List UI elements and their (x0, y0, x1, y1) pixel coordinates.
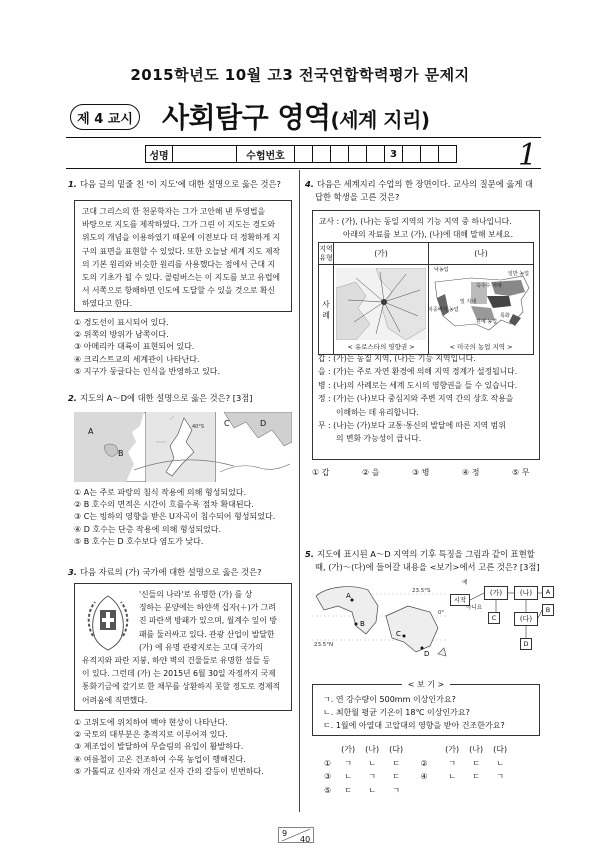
q1-passage-line: 바탕으로 지도를 제작하였다. 그가 그린 이 지도는 경도와 (82, 220, 276, 230)
subject-sub: (세계 지리) (330, 108, 430, 132)
svg-text:A: A (346, 592, 351, 600)
q5-cell: ㄷ (472, 758, 480, 768)
q5-head: (다) (389, 745, 404, 754)
flow-end-a: A (542, 586, 554, 598)
q5-answer-4[interactable]: ④ (420, 772, 428, 781)
name-field[interactable] (173, 145, 237, 163)
q1-text: 다음 글의 밑줄 친 '이 지도'에 대한 설명으로 옳은 것은? (79, 179, 281, 189)
q1-choice-4[interactable]: ④ 크리스트교의 세계관이 나타난다. (74, 354, 200, 364)
q5-cell: ㄷ (392, 772, 400, 781)
q1-choice-5[interactable]: ⑤ 지구가 둥글다는 인식을 반영하고 있다. (74, 366, 221, 376)
coat-of-arms-icon (83, 592, 133, 652)
q1-choice-1[interactable]: ① 경도선이 표시되어 있다. (74, 318, 169, 327)
q5-answer-row (320, 785, 511, 797)
q4-number: 4. (305, 179, 314, 189)
q3-choices (74, 717, 264, 778)
q5-answer-row (320, 771, 511, 783)
subject-main: 사회탐구 영역 (162, 101, 331, 134)
q5-head: (다) (493, 745, 508, 754)
q4-caption-ga: < 유로스타의 영향권 > (347, 343, 415, 351)
exam-no-box[interactable] (295, 145, 313, 163)
q4-map-label: 원예 농업 (476, 319, 497, 325)
q5-text-1: 지도에 표시된 A～D 지역의 기후 특징을 그림과 같이 표현할 (316, 549, 535, 559)
q3-passage-line: 패를 둘러싸고 있다. 관광 산업이 발달한 (139, 629, 275, 639)
q3-passage-line: 징하는 문양에는 하얀색 십자(＋)가 그려 (139, 603, 276, 613)
q5-answer-5[interactable]: ⑤ (324, 785, 332, 795)
q3-stem (68, 566, 296, 579)
column-divider (299, 170, 300, 812)
q5-map (312, 576, 448, 668)
q5-cell: ㄷ (472, 772, 480, 781)
q2-map (74, 412, 292, 482)
q4-answer-1[interactable]: ① 갑 (312, 468, 330, 477)
q4-row-label: 사례 (319, 265, 334, 355)
q5-head: (나) (469, 745, 484, 754)
q4-students (318, 352, 517, 446)
q5-cell: ㄷ (392, 758, 400, 768)
exam-no-box[interactable] (349, 145, 367, 163)
q4-student-line: 이해하는 데 유리합니다. (336, 407, 419, 417)
q4-head-type: 유형 (319, 253, 333, 262)
q5-number: 5. (305, 549, 314, 559)
exam-no-box[interactable] (403, 145, 421, 163)
q2-choice-5[interactable]: ⑤ B 호수는 D 호수보다 염도가 낮다. (74, 536, 204, 546)
q5-cell: ㄴ (368, 758, 377, 768)
q3-passage-line: 어려움에 직면했다. (82, 695, 148, 705)
q3-passage-line: 이 있다. 그런데 (가) 는 2015년 6월 30일 자정까지 국제 (82, 669, 276, 679)
q5-stem (305, 548, 543, 574)
exam-no-box[interactable] (421, 145, 439, 163)
q5-bogi-item: ㄴ. 최한월 평균 기온이 18℃ 이상인가요? (323, 708, 470, 717)
q4-cell-ga (334, 265, 429, 355)
q5-head: (가) (341, 745, 356, 754)
flow-yes: 예 (462, 580, 468, 586)
q5-answer-row (320, 758, 511, 770)
q4-answer-2[interactable]: ② 을 (362, 468, 380, 477)
us-agriculture-map (431, 268, 531, 340)
name-label: 성명 (145, 145, 173, 163)
q5-cell: ㄷ (344, 785, 353, 795)
q5-cell: ㄱ (344, 758, 353, 768)
q3-passage-box (74, 583, 292, 711)
q4-head-region: 지역 (319, 244, 333, 253)
q5-lat-label: 0° (438, 610, 445, 616)
header-bottom-rule (66, 168, 541, 169)
q1-stem (68, 178, 296, 191)
q1-passage-line: 서 서쪽으로 항해하면 인도에 도달할 수 있을 것으로 확신 (82, 286, 276, 296)
exam-title: 2015학년도 10월 고3 전국연합학력평가 문제지 (130, 66, 470, 84)
q2-label-b: B (118, 449, 124, 458)
q5-cell: ㄴ (344, 772, 353, 781)
q4-table-corner (319, 243, 334, 265)
q4-answer-5[interactable]: ⑤ 무 (512, 468, 530, 477)
header-rule (66, 137, 541, 138)
svg-text:40°S: 40°S (192, 424, 205, 430)
q5-lat-label: 23.5°N (314, 642, 334, 648)
q4-answer-4[interactable]: ④ 정 (462, 468, 480, 477)
q5-answer-3[interactable]: ③ (324, 772, 332, 781)
q4-caption-na: < 미국의 농업 지역 > (449, 343, 513, 351)
q5-head: (가) (445, 745, 460, 754)
q2-label-d: D (260, 419, 267, 428)
q3-passage-line: (가) 에 유명 관광지로는 고대 국가의 (139, 642, 263, 652)
q4-teacher-1: 교사 : (가), (나)는 동일 지역의 기능 지역 중 하나입니다. (319, 217, 512, 226)
q4-text-1: 다음은 세계지리 수업의 한 장면이다. 교사의 질문에 옳게 대 (316, 179, 534, 189)
q2-choices (74, 487, 275, 548)
q4-map-label: 지중해식 농업 (428, 307, 459, 313)
q1-passage-box (74, 200, 292, 312)
q4-student-line: 무 : (나)는 (가)보다 교통·통신의 발달에 따른 지역 범위 (318, 421, 506, 431)
q4-text-2: 답한 학생을 고른 것은? (315, 192, 400, 202)
flow-end-b: B (542, 604, 554, 616)
q3-passage-line: '신들의 나라'로 유명한 (가) 를 상 (139, 590, 253, 599)
q4-answer-3[interactable]: ③ 병 (412, 468, 430, 477)
q4-map-label: 일반 농업 (508, 271, 529, 277)
q5-bogi-box (312, 680, 540, 736)
q1-choices (74, 317, 220, 378)
q3-choice-5[interactable]: ⑤ 가톨릭교 신자와 개신교 신자 간의 갈등이 빈번하다. (74, 766, 264, 776)
exam-no-box[interactable] (313, 145, 331, 163)
q4-stem (305, 178, 540, 204)
q5-bogi-title: < 보 기 > (402, 680, 451, 689)
q5-text-2: 때, (가)～(다)에 들어갈 내용을 <보기>에서 고른 것은? [3점] (315, 562, 540, 572)
eurostar-map (336, 268, 426, 340)
q3-choice-4[interactable]: ④ 여름철이 고온 건조하여 수목 농업이 행해진다. (74, 754, 246, 764)
page-number: 1 (518, 138, 538, 173)
q1-number: 1. (68, 179, 77, 189)
pages-done: 9 (282, 829, 288, 838)
flow-end-d: D (520, 638, 532, 650)
q4-col-ga: (가) (334, 243, 429, 265)
q3-passage-line: 진 파란색 방패가 있으며, 월계수 잎이 방 (139, 616, 277, 626)
flow-no: 아니요 (466, 605, 482, 611)
q1-passage-line: 구의 표면을 표현할 수 있었다. 또한 오늘날 세계 지도 제작 (82, 246, 281, 256)
q1-choice-2[interactable]: ② 위쪽의 방위가 남쪽이다. (74, 330, 169, 340)
q5-lat-label: 23.5°S (412, 588, 431, 594)
q3-passage-line: 유적지와 파란 지붕, 하얀 벽의 건물들로 유명한 섬들 등 (82, 656, 271, 665)
flow-start: 시작 (450, 594, 470, 606)
q4-student-line: 병 : (나)의 사례로는 세계 도시의 영향권을 들 수 있습니다. (318, 380, 518, 390)
exam-no-box[interactable] (439, 145, 457, 163)
pages-total: 40 (300, 835, 311, 844)
q5-cell: ㄱ (496, 772, 504, 781)
q3-text: 다음 자료의 (가) 국가에 대한 설명으로 옳은 것은? (79, 567, 262, 577)
q4-student-line: 을 : (가)는 주로 자연 환경에 의해 지역 경계가 설정됩니다. (318, 367, 518, 377)
q3-choice-3[interactable]: ③ 제조업이 발달하여 무슬림의 유입이 활발하다. (74, 742, 244, 752)
subject-title (162, 96, 430, 136)
q4-map-label: 낙농업 (434, 267, 449, 273)
q4-col-na: (나) (429, 243, 534, 265)
flow-end-c: C (488, 612, 500, 624)
q2-label-a: A (88, 427, 94, 436)
q2-text: 지도의 A～D에 대한 설명으로 옳은 것은? [3점] (79, 393, 253, 403)
q2-choice-2[interactable]: ② B 호수의 면적은 시간이 흐를수록 점차 확대된다. (74, 500, 254, 510)
q2-number: 2. (68, 393, 77, 403)
q5-cell: ㄱ (448, 758, 456, 768)
q5-bogi-item: ㄷ. 1월에 아열대 고압대의 영향을 받아 건조한가요? (323, 721, 505, 730)
q5-cell: ㄴ (368, 785, 377, 795)
q4-map-label: 밀 지대 (460, 299, 477, 305)
q4-map-label: 목화 (500, 313, 510, 319)
q5-bogi-item: ㄱ. 연 강수량이 500mm 이상인가요? (323, 695, 456, 704)
exam-no-label: 수험번호 (237, 145, 295, 163)
q1-passage-line: 하였다고 한다. (82, 299, 133, 309)
flow-arrows (448, 580, 548, 654)
svg-text:B: B (360, 620, 365, 628)
q4-teacher-2: 아래의 자료를 보고 (가), (나)에 대해 말해 보세요. (343, 230, 514, 240)
q2-stem (68, 392, 296, 405)
q1-passage-line: 도의 기초가 될 수 있다. 콜럼버스는 이 지도를 보고 유럽에 (82, 273, 281, 283)
q1-passage-line: 위도의 개념을 이용하였기 때문에 이전보다 더 정확하게 지 (82, 233, 281, 243)
q3-choice-1[interactable]: ① 고위도에 위치하여 백야 현상이 나타난다. (74, 718, 228, 727)
q4-map-label: 옥수수 지대 (476, 283, 502, 289)
q2-choice-4[interactable]: ④ D 호수는 단층 작용에 의해 형성되었다. (74, 524, 222, 534)
q4-answers (312, 467, 562, 478)
exam-no-box[interactable] (331, 145, 349, 163)
q4-student-line: 정 : (가)는 (나)보다 중심지와 주변 지역 간의 상호 작용을 (318, 394, 514, 404)
q5-answer-2[interactable]: ② (420, 758, 428, 768)
flow-na: (나) (514, 586, 538, 600)
q4-student-line: 의 변화 가능성이 큽니다. (336, 434, 422, 444)
q3-passage-line: 통화기금에 갚기로 한 채무를 상환하지 못할 정도로 경제적 (82, 682, 281, 692)
q2-choice-3[interactable]: ③ C는 빙하의 영향을 받은 U자곡이 침수되어 형성되었다. (74, 512, 276, 522)
q5-answer-table (318, 742, 513, 798)
q2-label-c: C (224, 419, 230, 428)
exam-no-digit: 3 (385, 145, 403, 163)
flow-ga: (가) (484, 586, 508, 600)
q3-number: 3. (68, 567, 77, 577)
svg-text:D: D (424, 650, 430, 658)
q5-cell: ㄱ (392, 785, 400, 795)
q5-cell: ㄴ (448, 772, 456, 781)
q1-passage-line: 의 기본 원리와 비슷한 원리를 사용했다는 점에서 근대 지 (82, 259, 276, 269)
q3-choice-2[interactable]: ② 국토의 대부분은 충적지로 이루어져 있다. (74, 730, 228, 740)
q5-cell: ㄴ (496, 758, 504, 768)
session-badge: 제 4 교시 (70, 104, 140, 130)
exam-no-box[interactable] (367, 145, 385, 163)
q1-passage-line: 고대 그리스의 한 천문학자는 그가 고안해 낸 투영법을 (82, 207, 266, 216)
q1-choice-3[interactable]: ③ 아메리카 대륙이 표현되어 있다. (74, 342, 195, 352)
id-row (145, 145, 457, 163)
q4-student-line: 갑 : (가)는 동질 지역, (나)는 기능 지역입니다. (318, 354, 476, 363)
q5-cell: ㄱ (368, 772, 377, 781)
q2-choice-1[interactable]: ① A는 주로 파랑의 침식 작용에 의해 형성되었다. (74, 488, 247, 497)
q5-head: (나) (365, 745, 380, 754)
svg-text:C: C (396, 630, 401, 638)
q5-answer-1[interactable]: ① (324, 758, 332, 768)
flow-da: (다) (514, 612, 538, 626)
q4-data-table (318, 242, 534, 355)
